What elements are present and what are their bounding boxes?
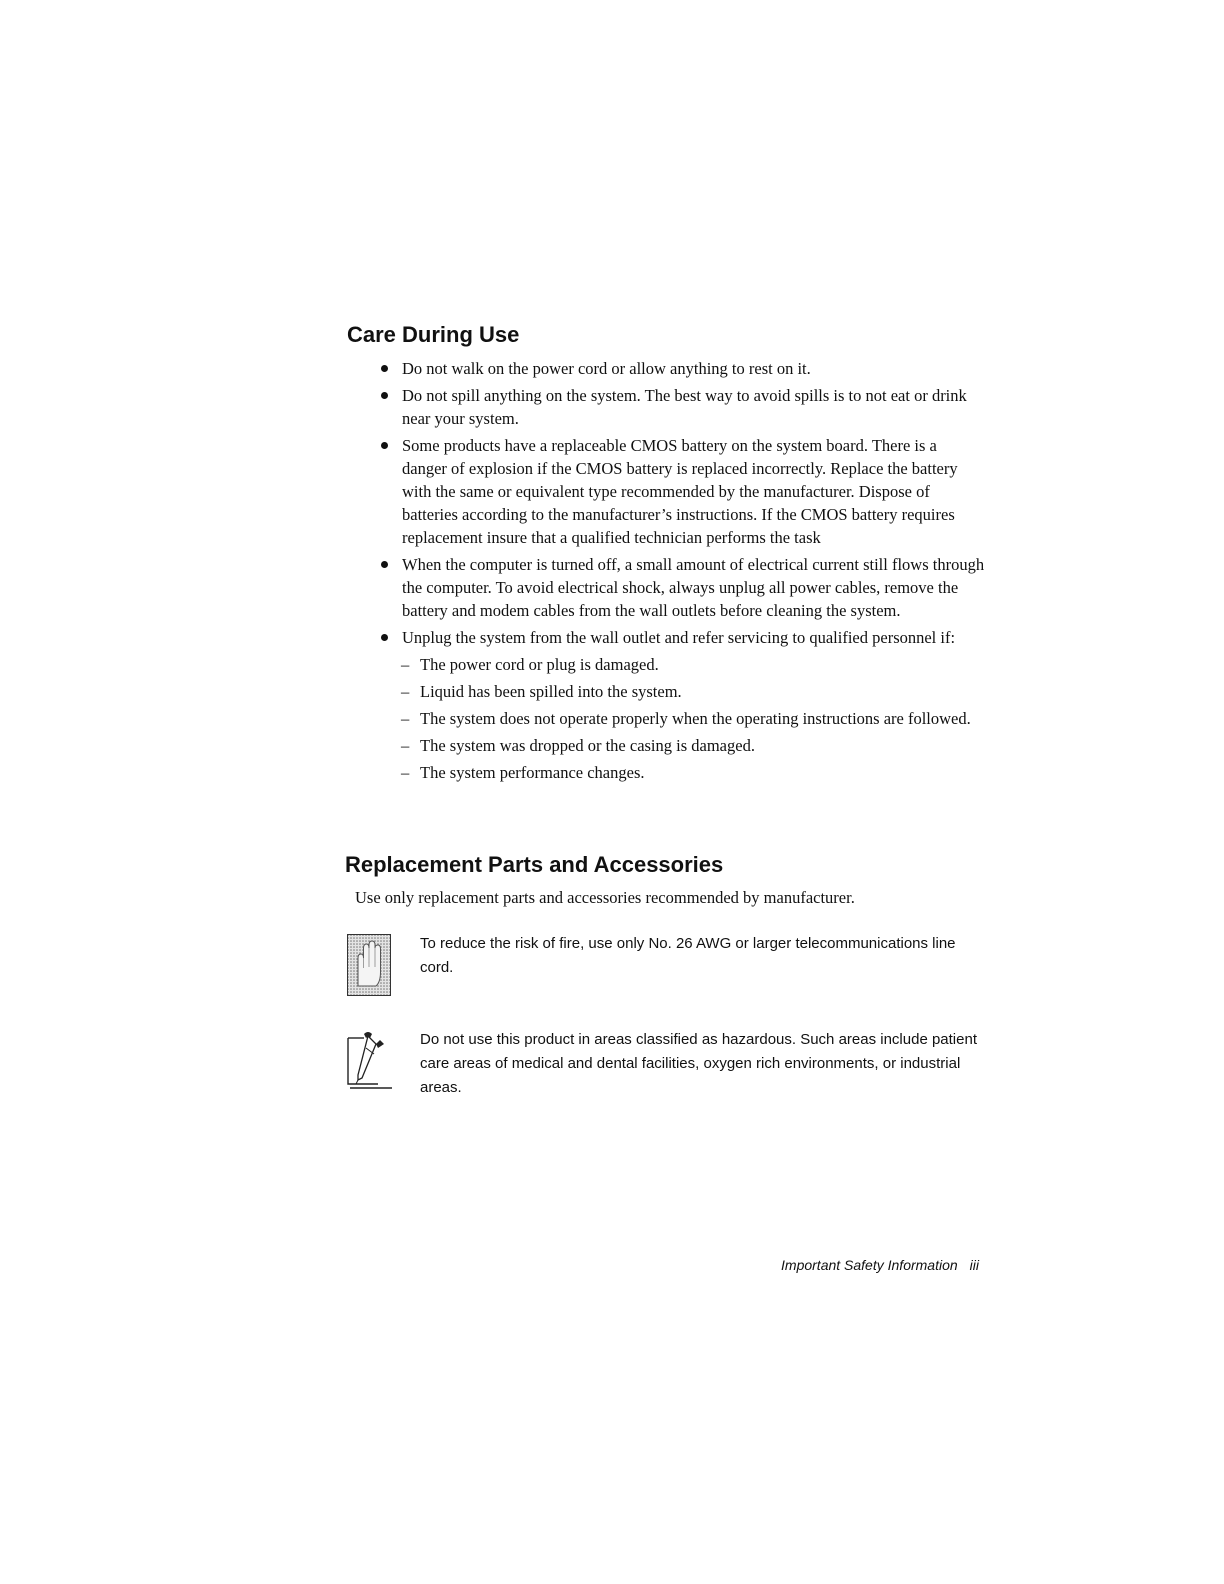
care-bullet-list [380,357,985,788]
bullet-dot-icon [381,442,388,449]
sub-item [401,680,985,703]
bullet-text: Unplug the system from the wall outlet and refer servicing to qualified personnel if: [402,628,956,647]
sub-item-text: The system was dropped or the casing is damaged. [420,736,755,755]
replacement-parts-heading: Replacement Parts and Accessories [345,852,724,877]
dash-marker: – [401,763,410,782]
bullet-dot-icon [381,365,388,372]
dash-marker: – [401,682,410,701]
bullet-item [380,434,985,549]
sub-item-text: Liquid has been spilled into the system. [420,682,682,701]
sub-item [401,761,985,784]
replacement-intro-text: Use only replacement parts and accessories recommended by manufacturer. [355,888,855,907]
bullet-text: Do not walk on the power cord or allow anything to rest on it. [402,359,811,378]
bullet-dot-icon [381,561,388,568]
bullet-dot-icon [381,392,388,399]
sub-item [401,653,985,676]
footer-section-title: Important Safety Information [781,1257,958,1273]
caution-hand-icon [347,934,391,996]
bullet-item [380,553,985,622]
sub-item [401,707,985,730]
bullet-text: When the computer is turned off, a small amount of electrical current still flows through the computer. To avoid electrical shock, always unplug all power cables, remove the battery and modem cables from the wall outlets before cleaning the system. [402,555,985,620]
bullet-item [380,357,985,380]
dash-marker: – [401,709,410,728]
sub-item-text: The system performance changes. [420,763,645,782]
sub-item-text: The power cord or plug is damaged. [420,655,659,674]
bullet-dot-icon [381,634,388,641]
dash-marker: – [401,736,410,755]
bullet-item [380,384,985,430]
sub-item [401,734,985,757]
sub-item-text: The system does not operate properly when the operating instructions are followed. [420,709,971,728]
note-pen-icon [344,1028,394,1090]
page-footer [700,1257,979,1273]
care-during-use-heading: Care During Use [347,322,520,347]
sub-item-list [401,653,985,784]
dash-marker: – [401,655,410,674]
bullet-item [380,626,985,784]
bullet-text: Some products have a replaceable CMOS battery on the system board. There is a danger of explosion if the CMOS battery is replaced incorrectly. Replace the battery with the same or equivalent type recommended by the manufacturer. Dispose of batteries according to the manufacturer’s instructions. If the CMOS battery requires replacement insure that a qualified technician performs the task [402,436,958,547]
fire-risk-note: To reduce the risk of fire, use only No. 26 AWG or larger telecommunications line cord. [420,935,956,976]
page-number: iii [969,1257,979,1273]
bullet-text: Do not spill anything on the system. The best way to avoid spills is to not eat or drink near your system. [402,386,967,428]
hazardous-areas-note: Do not use this product in areas classified as hazardous. Such areas include patient care areas of medical and dental facilities, oxygen rich environments, or industrial areas. [420,1031,977,1096]
